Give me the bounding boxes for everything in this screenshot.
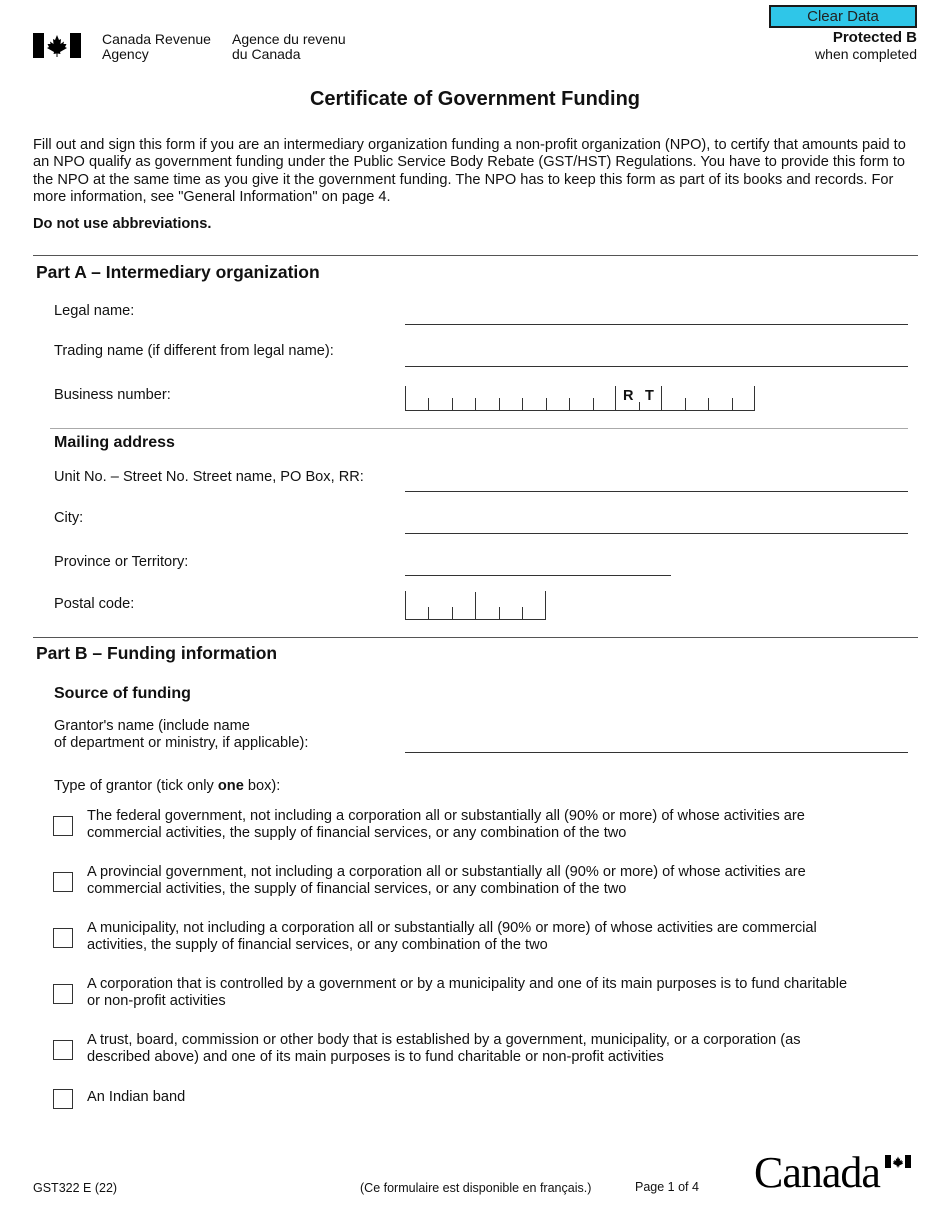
form-id: GST322 E (22) bbox=[33, 1181, 118, 1195]
province-field[interactable] bbox=[405, 575, 671, 576]
option-line: A corporation that is controlled by a government or by a municipality and one of its main purposes is to fund charitable bbox=[87, 976, 848, 992]
bn-r-letter: R bbox=[623, 388, 634, 404]
grantor-indian-band-checkbox[interactable] bbox=[53, 1089, 73, 1109]
postal-code-field[interactable] bbox=[405, 591, 546, 620]
wordmark-text: Canada bbox=[754, 1148, 880, 1197]
legal-name-label: Legal name: bbox=[54, 303, 135, 319]
grantor-municipality-text bbox=[87, 920, 917, 954]
agency-en-line2: Agency bbox=[102, 46, 149, 62]
grantor-corporation-text bbox=[87, 976, 917, 1010]
business-number-field[interactable] bbox=[405, 386, 755, 411]
option-line: commercial activities, the supply of financial services, or any combination of the two bbox=[87, 881, 627, 897]
grantor-trust-text bbox=[87, 1032, 917, 1066]
part-a-divider bbox=[33, 255, 918, 256]
grantor-federal-text bbox=[87, 808, 917, 842]
option-line: described above) and one of its main purposes is to fund charitable or non-profit activities bbox=[87, 1049, 664, 1065]
protected-sub: when completed bbox=[815, 46, 917, 62]
agency-fr-line1: Agence du revenu bbox=[232, 31, 346, 47]
protected-label bbox=[815, 30, 917, 62]
grantor-indian-band-text bbox=[87, 1089, 917, 1106]
option-line: A trust, board, commission or other body that is established by a government, municipality, or a corporation (as bbox=[87, 1032, 801, 1048]
street-field[interactable] bbox=[405, 491, 908, 492]
trading-name-label: Trading name (if different from legal name): bbox=[54, 343, 334, 359]
bn-t-letter: T bbox=[645, 388, 654, 404]
type-of-grantor-label bbox=[54, 778, 280, 795]
province-label: Province or Territory: bbox=[54, 554, 189, 570]
agency-name-en bbox=[102, 32, 211, 62]
clear-data-button[interactable]: Clear Data bbox=[769, 5, 917, 28]
wordmark-flag-icon bbox=[885, 1155, 911, 1168]
form-title: Certificate of Government Funding bbox=[309, 88, 641, 110]
grantor-trust-checkbox[interactable] bbox=[53, 1040, 73, 1060]
agency-name-fr bbox=[232, 32, 346, 62]
city-field[interactable] bbox=[405, 533, 908, 534]
grantor-label-line1: Grantor's name (include name bbox=[54, 718, 250, 734]
type-label-post: box): bbox=[243, 778, 281, 794]
french-availability: (Ce formulaire est disponible en français.) bbox=[360, 1181, 592, 1195]
business-number-label: Business number: bbox=[54, 387, 171, 403]
page-number: Page 1 of 4 bbox=[635, 1180, 699, 1194]
protected-b: Protected B bbox=[832, 29, 917, 46]
grantor-provincial-checkbox[interactable] bbox=[53, 872, 73, 892]
no-abbreviations-note: Do not use abbreviations. bbox=[33, 216, 212, 232]
option-line: An Indian band bbox=[87, 1089, 186, 1105]
option-line: commercial activities, the supply of financial services, or any combination of the two bbox=[87, 825, 627, 841]
part-b-divider bbox=[33, 637, 918, 638]
canada-wordmark bbox=[754, 1148, 914, 1198]
part-a-title: Part A – Intermediary organization bbox=[36, 262, 320, 282]
street-label: Unit No. – Street No. Street name, PO Box, RR: bbox=[54, 469, 364, 485]
canada-flag-icon bbox=[33, 33, 81, 58]
mailing-divider bbox=[50, 428, 908, 429]
grantor-corporation-checkbox[interactable] bbox=[53, 984, 73, 1004]
postal-code-label: Postal code: bbox=[54, 596, 135, 612]
option-line: or non-profit activities bbox=[87, 993, 226, 1009]
type-label-bold: one bbox=[217, 778, 244, 794]
intro-paragraph: Fill out and sign this form if you are an intermediary organization funding a non-profit organization (NPO), to certify that amounts paid to an NPO qualify as government funding under the Public Service Body Rebate (GST/HST) Regulations. You have to provide this form to the NPO at the same time as you give it the government funding. The NPO has to keep this form as part of its books and records. For more information, see "General Information" on page 4. bbox=[33, 137, 906, 205]
grantor-municipality-checkbox[interactable] bbox=[53, 928, 73, 948]
mailing-address-title: Mailing address bbox=[54, 434, 175, 451]
part-b-title: Part B – Funding information bbox=[36, 643, 278, 663]
grantor-name-label bbox=[54, 718, 308, 752]
type-label-pre: Type of grantor (tick only bbox=[54, 778, 218, 794]
agency-en-line1: Canada Revenue bbox=[102, 31, 211, 47]
grantor-label-line2: of department or ministry, if applicable): bbox=[54, 735, 309, 751]
option-line: A provincial government, not including a corporation all or substantially all (90% or more) of whose activities are bbox=[87, 864, 806, 880]
grantor-federal-checkbox[interactable] bbox=[53, 816, 73, 836]
option-line: activities, the supply of financial services, or any combination of the two bbox=[87, 937, 548, 953]
source-of-funding-title: Source of funding bbox=[54, 685, 191, 702]
agency-fr-line2: du Canada bbox=[232, 46, 301, 62]
city-label: City: bbox=[54, 510, 84, 526]
legal-name-field[interactable] bbox=[405, 324, 908, 325]
trading-name-field[interactable] bbox=[405, 366, 908, 367]
grantor-name-field[interactable] bbox=[405, 752, 908, 753]
option-line: The federal government, not including a corporation all or substantially all (90% or more) of whose activities are bbox=[87, 808, 805, 824]
grantor-provincial-text bbox=[87, 864, 917, 898]
option-line: A municipality, not including a corporation all or substantially all (90% or more) of whose activities are commercial bbox=[87, 920, 817, 936]
